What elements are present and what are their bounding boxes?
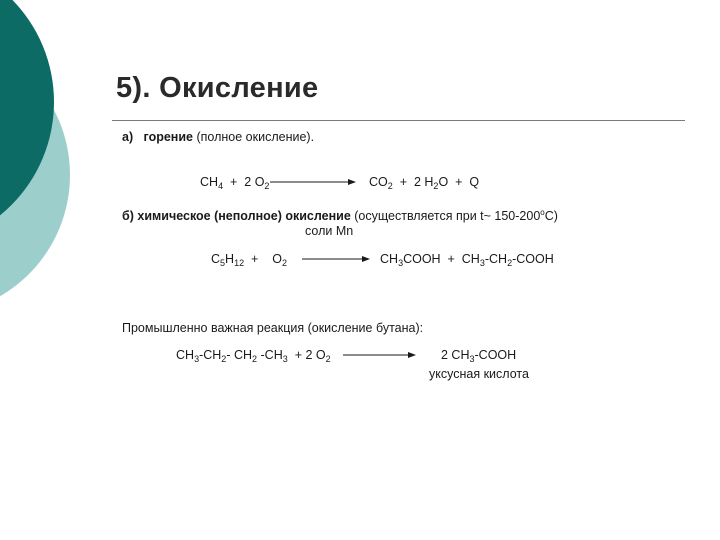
eq2-rhs (380, 252, 554, 267)
formula-text: + 2 O (223, 175, 265, 189)
formula-subscript: 5 (220, 258, 226, 268)
formula-subscript: 3 (479, 258, 485, 268)
eq2-arrow (302, 255, 370, 263)
section-a-marker: а) (122, 130, 134, 144)
formula-text: CH (380, 252, 399, 266)
formula-subscript: 3 (194, 354, 200, 364)
product-name: уксусная кислота (429, 367, 529, 381)
formula-subscript: 2 (264, 181, 270, 191)
formula-text: + 2 O (287, 348, 326, 362)
section-b-term: химическое (неполное) окисление (137, 209, 351, 223)
industrial-reaction-heading: Промышленно важная реакция (окисление бутана): (122, 321, 424, 335)
formula-subscript: 3 (469, 354, 475, 364)
formula-text: -CH (199, 348, 222, 362)
eq1-rhs (369, 175, 479, 190)
formula-subscript: 2 (281, 258, 287, 268)
formula-subscript: 2 (252, 354, 258, 364)
formula-subscript: 2 (433, 181, 439, 191)
eq3-rhs (441, 348, 516, 363)
formula-text: + O (244, 252, 282, 266)
section-a-term: горение (143, 130, 193, 144)
formula-text: O + Q (438, 175, 480, 189)
eq3-arrow (343, 351, 416, 359)
formula-subscript: 2 (387, 181, 393, 191)
title-divider (112, 120, 685, 121)
section-a-line (122, 130, 314, 145)
formula-subscript: 2 (507, 258, 513, 268)
formula-subscript: 2 (325, 354, 331, 364)
section-b-line (122, 209, 558, 224)
formula-text: COOH + CH (403, 252, 480, 266)
decorative-circles (0, 0, 120, 300)
formula-text: CH (176, 348, 195, 362)
formula-text: CO (369, 175, 388, 189)
formula-text: -CH (257, 348, 283, 362)
catalyst-label: соли Mn (305, 224, 354, 238)
formula-text: -COOH (474, 348, 517, 362)
formula-subscript: 4 (218, 181, 224, 191)
eq3-lhs (176, 348, 331, 363)
formula-text: - CH (226, 348, 253, 362)
formula-text: + 2 H (392, 175, 434, 189)
formula-subscript: 3 (398, 258, 404, 268)
eq1-arrow (270, 178, 356, 186)
formula-subscript: 3 (282, 354, 288, 364)
formula-text: C) (544, 209, 558, 223)
formula-text: C (211, 252, 221, 266)
formula-text: -COOH (512, 252, 554, 266)
formula-text: H (225, 252, 235, 266)
formula-text: (осуществляется при t~ 150-200 (350, 209, 541, 223)
section-b-marker: б) (122, 209, 134, 223)
section-a-note: (полное окисление). (196, 130, 315, 144)
formula-superscript: o (540, 208, 545, 217)
formula-text: CH (200, 175, 219, 189)
section-b-note (351, 209, 558, 223)
formula-text: -CH (484, 252, 508, 266)
formula-text: 2 CH (441, 348, 470, 362)
eq1-lhs (200, 175, 269, 190)
formula-subscript: 2 (221, 354, 227, 364)
eq2-lhs (211, 252, 287, 267)
formula-subscript: 12 (234, 258, 245, 268)
page-title: 5). Окисление (116, 72, 319, 104)
